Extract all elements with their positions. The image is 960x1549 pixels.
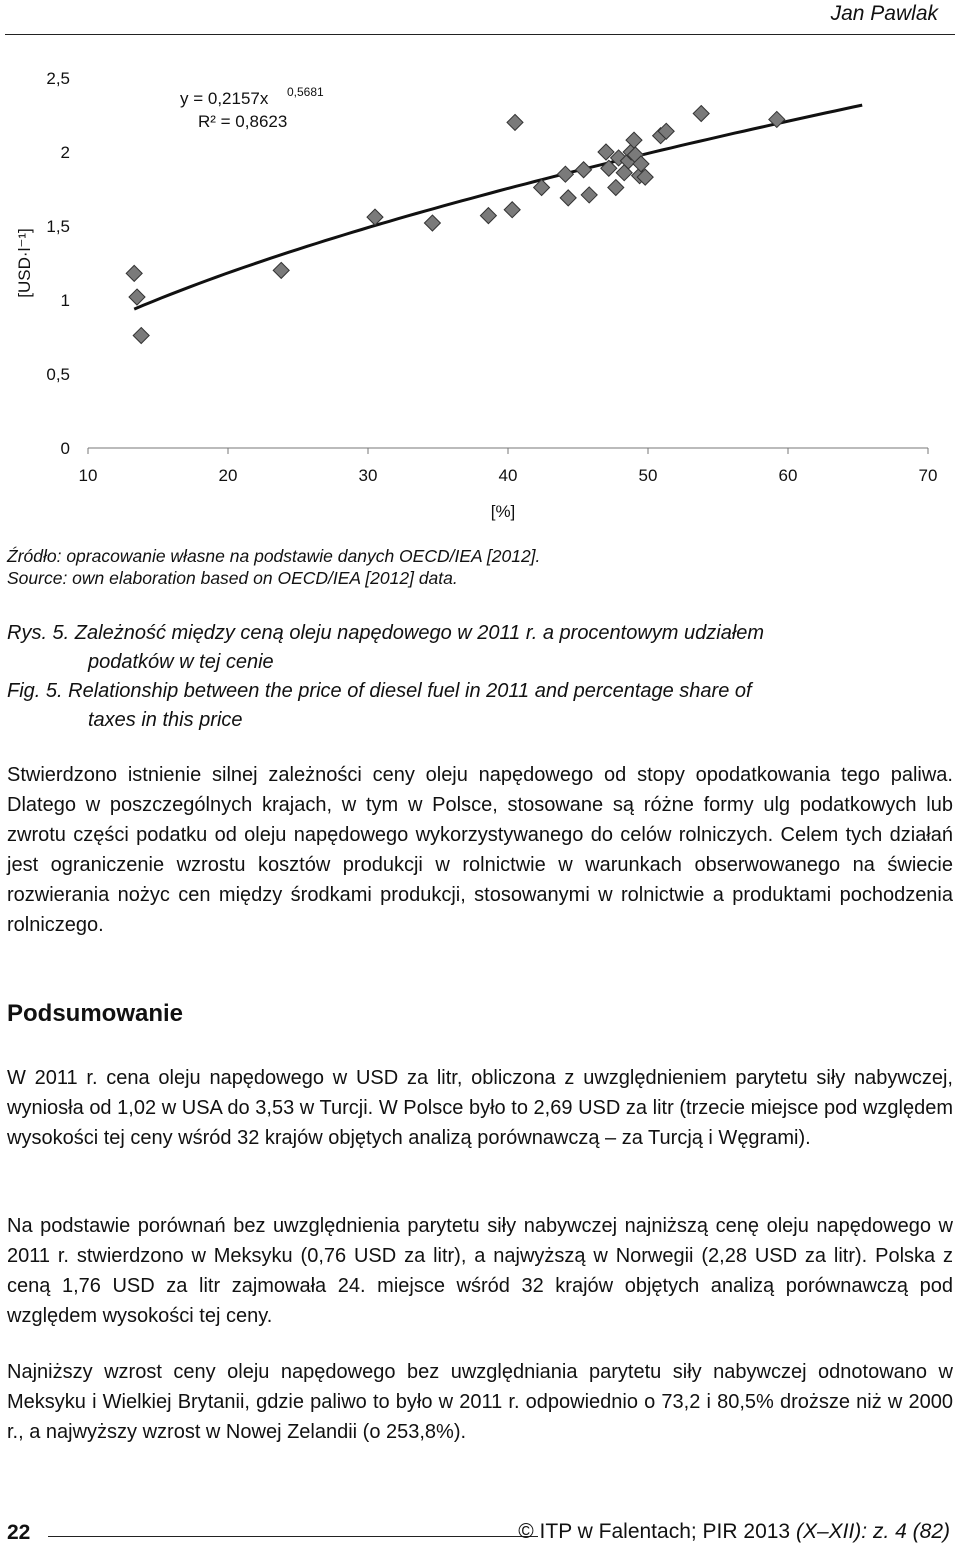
caption-en-line2: taxes in this price xyxy=(88,709,243,731)
x-tick-label: 70 xyxy=(918,466,938,485)
section-heading-summary: Podsumowanie xyxy=(7,1000,184,1027)
y-tick-label: 2 xyxy=(60,143,70,162)
data-point xyxy=(608,180,624,196)
data-point xyxy=(507,114,523,130)
footer-rule xyxy=(48,1536,538,1537)
caption-pl-line1: Rys. 5. Zależność między ceną oleju napędowego w 2011 r. a procentowym udziałem xyxy=(7,622,765,644)
data-point xyxy=(273,262,289,278)
data-point xyxy=(126,265,142,281)
y-tick-label: 1 xyxy=(60,291,70,310)
data-point xyxy=(129,289,145,305)
figure-caption-en xyxy=(7,677,752,735)
footer-journal-name: © ITP w Falentach; PIR 2013 xyxy=(518,1520,791,1543)
figure-source xyxy=(7,545,540,589)
data-point xyxy=(480,208,496,224)
data-point xyxy=(504,202,520,218)
x-tick-label: 30 xyxy=(358,466,378,485)
data-point xyxy=(576,162,592,178)
running-header-author: Jan Pawlak xyxy=(830,2,938,25)
data-point xyxy=(626,132,642,148)
figure-caption-pl xyxy=(7,619,764,677)
paragraph-dependence: Stwierdzono istnienie silnej zależności ceny oleju napędowego od stopy opodatkowania tego paliwa. Dlatego w poszczególnych krajach, w tym w Polsce, stosowane są różne formy ulg podatkowych lub zwrotu części podatku od oleju napędowego wykorzystywanego do celów rolniczych. Celem tych działań jest ograniczenie wzrostu kosztów produkcji w rolnictwie w warunkach obserwowanego na świecie rozwierania nożyc cen między środkami produkcji, stosowanymi w rolnictwie a produktami pochodzenia rolniczego. xyxy=(7,764,953,936)
data-point xyxy=(581,187,597,203)
caption-en-line1: Fig. 5. Relationship between the price of diesel fuel in 2011 and percentage share of xyxy=(7,680,752,702)
scatter-chart xyxy=(0,40,960,530)
x-axis-title: [%] xyxy=(490,502,516,521)
page-number: 22 xyxy=(7,1521,31,1544)
y-tick-label: 2,5 xyxy=(46,69,70,88)
y-tick-label: 0 xyxy=(60,439,70,458)
data-point xyxy=(557,166,573,182)
data-point xyxy=(133,328,149,344)
x-tick-label: 10 xyxy=(78,466,98,485)
x-tick-label: 40 xyxy=(498,466,518,485)
data-point xyxy=(424,215,440,231)
caption-pl-line2: podatków w tej cenie xyxy=(88,651,274,673)
header-rule xyxy=(5,34,955,35)
trendline-exponent: 0,5681 xyxy=(287,85,324,99)
x-tick-label: 50 xyxy=(638,466,658,485)
x-tick-label: 20 xyxy=(218,466,238,485)
y-tick-label: 0,5 xyxy=(46,365,70,384)
y-tick-label: 1,5 xyxy=(46,217,70,236)
x-tick-label: 60 xyxy=(778,466,798,485)
footer-issue: (X–XII): z. 4 (82) xyxy=(795,1520,950,1543)
source-en: Source: own elaboration based on OECD/IEA [2012] data. xyxy=(7,568,458,588)
paragraph-summary-ppp: W 2011 r. cena oleju napędowego w USD za litr, obliczona z uwzględnieniem parytetu siły nabywczej, wyniosła od 1,02 w USA do 3,53 w Turcji. W Polsce było to 2,69 USD za litr (trzecie miejsce pod względem wysokości tej ceny wśród 32 krajów objętych analizą porównawczą – za Turcją i Węgrami). xyxy=(7,1067,953,1149)
y-axis-title: [USD·l⁻¹] xyxy=(15,228,34,298)
paragraph-summary-growth: Najniższy wzrost ceny oleju napędowego bez uwzględniania parytetu siły nabywczej odnotowano w Meksyku i Wielkiej Brytanii, gdzie paliwo to było w 2011 r. odpowiednio o 73,2 i 80,5% droższe niż w 2000 r., a najwyższy wzrost w Nowej Zelandii (o 253,8%). xyxy=(7,1361,953,1443)
data-point xyxy=(693,106,709,122)
data-point xyxy=(560,190,576,206)
paragraph-summary-nominal: Na podstawie porównań bez uwzględnienia parytetu siły nabywczej najniższą cenę oleju napędowego w 2011 r. stwierdzono w Meksyku (0,76 USD za litr), a najwyższą w Norwegii (2,28 USD za litr). Polska z ceną 1,76 USD za litr zajmowała 24. miejsce wśród 32 krajów objętych analizą porównawczą pod względem wysokości tej ceny. xyxy=(7,1215,953,1327)
trendline-equation: y = 0,2157x xyxy=(180,89,269,108)
power-trendline xyxy=(134,105,862,309)
r-squared-label: R² = 0,8623 xyxy=(198,112,288,131)
source-pl: Źródło: opracowanie własne na podstawie danych OECD/IEA [2012]. xyxy=(7,546,541,566)
footer-journal xyxy=(518,1520,950,1544)
